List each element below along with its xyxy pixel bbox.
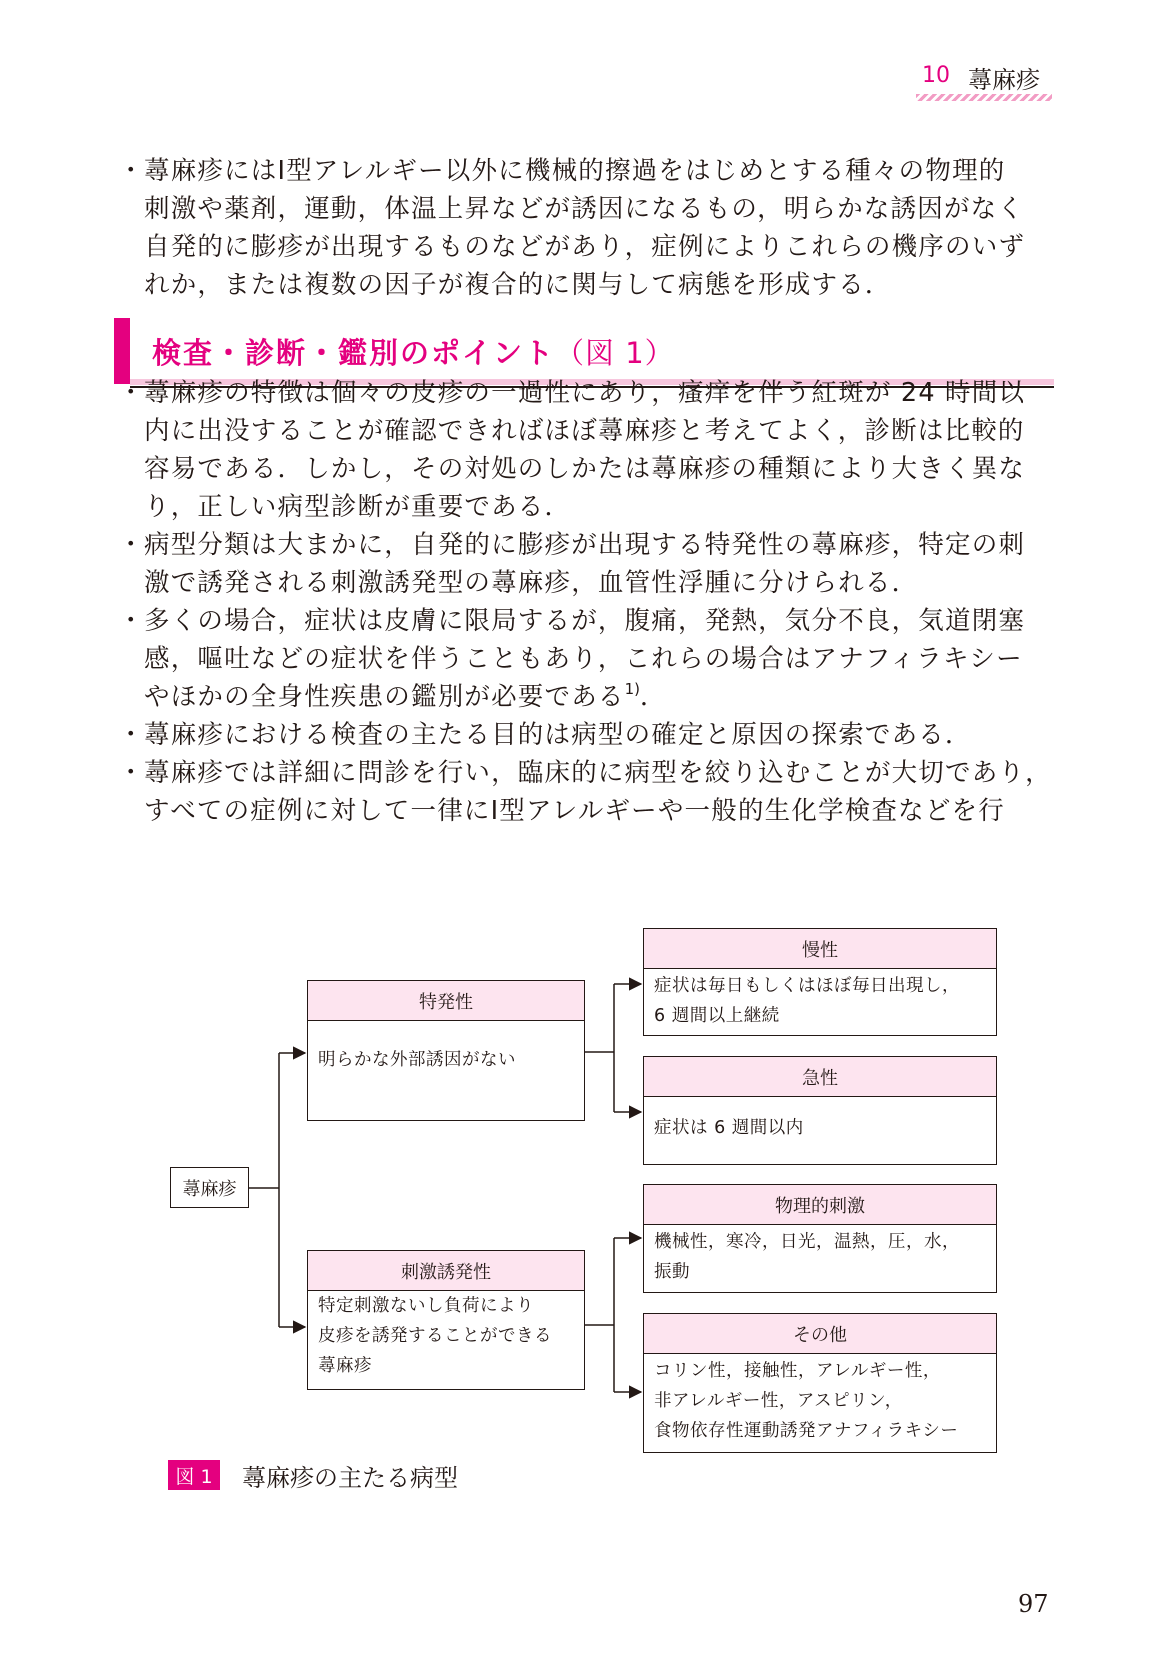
box-acute <box>643 1056 997 1165</box>
running-header <box>905 60 1053 100</box>
text-line: すべての症例に対して一律にⅠ型アレルギーや一般的生化学検査などを行 <box>144 796 1005 826</box>
chapter-number: 10 <box>922 63 950 88</box>
figure-label: 図 1 <box>168 1460 220 1490</box>
box-physical-stimulus <box>643 1184 997 1293</box>
chapter-title: 蕁麻疹 <box>968 66 1040 94</box>
text-line: り，正しい病型診断が重要である． <box>144 492 572 522</box>
box-title: 急性 <box>644 1057 996 1097</box>
box-chronic <box>643 928 997 1036</box>
box-body: コリン性，接触性，アレルギー性， 非アレルギー性，アスピリン， 食物依存性運動誘発アナフィラキシー <box>654 1361 959 1441</box>
box-other <box>643 1313 997 1453</box>
figure-reference: （図 1） <box>555 336 675 370</box>
list-item: ・蕁麻疹における検査の主たる目的は病型の確定と原因の探索である． <box>118 720 972 750</box>
intro-paragraph <box>118 152 1058 304</box>
text-line: ・蕁麻疹にはⅠ型アレルギー以外に機械的擦過をはじめとする種々の物理的 <box>118 152 1058 190</box>
text-line: 激で誘発される刺激誘発型の蕁麻疹，血管性浮腫に分けられる． <box>144 568 919 598</box>
text-line: 感，嘔吐などの症状を伴うこともあり，これらの場合はアナフィラキシー <box>144 644 1023 674</box>
bullet-mark: ・ <box>118 156 145 186</box>
text-line: れか，または複数の因子が複合的に関与して病態を形成する． <box>144 270 892 300</box>
text-line: 刺激や薬剤，運動，体温上昇などが誘因になるもの，明らかな誘因がなく <box>144 194 1025 224</box>
root-box-urticaria: 蕁麻疹 <box>170 1167 249 1208</box>
list-item: ・蕁麻疹では詳細に問診を行い，臨床的に病型を絞り込むことが大切であり， <box>118 758 1052 788</box>
box-title: その他 <box>644 1314 996 1354</box>
list-item: ・蕁麻疹の特徴は個々の皮疹の一過性にあり，瘙痒を伴う紅斑が 24 時間以 <box>118 378 1026 408</box>
header-stripe <box>916 94 1052 101</box>
section-title: 検査・診断・鑑別のポイント（図 1） <box>152 336 675 370</box>
box-body: 明らかな外部誘因がない <box>318 1050 516 1070</box>
text-line: 自発的に膨疹が出現するものなどがあり，症例によりこれらの機序のいず <box>144 232 1026 262</box>
page-number: 97 <box>1018 1590 1049 1618</box>
box-title: 物理的刺激 <box>644 1185 996 1225</box>
citation-superscript: 1) <box>624 680 641 698</box>
box-title: 慢性 <box>644 929 996 969</box>
list-item: ・病型分類は大まかに，自発的に膨疹が出現する特発性の蕁麻疹，特定の刺 <box>118 530 1026 560</box>
text-line: 容易である．しかし，その対処のしかたは蕁麻疹の種類により大きく異な <box>144 454 1026 484</box>
box-body: 症状は 6 週間以内 <box>654 1118 804 1138</box>
figure-caption-text: 蕁麻疹の主たる病型 <box>242 1464 458 1492</box>
box-body: 機械性，寒冷，日光，温熱，圧，水， 振動 <box>654 1232 960 1282</box>
box-induced <box>307 1250 585 1390</box>
box-title: 特発性 <box>308 981 584 1021</box>
list-item: ・多くの場合，症状は皮膚に限局するが，腹痛，発熱，気分不良，気道閉塞 <box>118 606 1026 636</box>
box-idiopathic <box>307 980 585 1121</box>
box-body: 症状は毎日もしくはほぼ毎日出現し， 6 週間以上継続 <box>654 976 960 1026</box>
bullet-list <box>118 374 1058 830</box>
text-line: 内に出没することが確認できればほぼ蕁麻疹と考えてよく，診断は比較的 <box>144 416 1025 446</box>
box-body: 特定刺激ないし負荷により 皮疹を誘発することができる 蕁麻疹 <box>318 1296 552 1376</box>
text-line: やほかの全身性疾患の鑑別が必要である$^{1)}$． <box>144 680 667 712</box>
box-title: 刺激誘発性 <box>308 1251 584 1291</box>
